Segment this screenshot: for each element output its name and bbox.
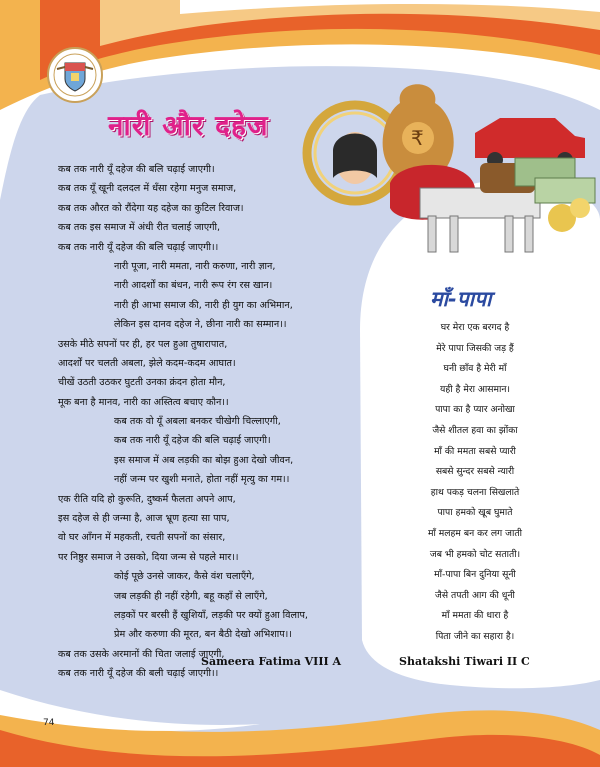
poem-line: जैसे तपती आग की धूनी — [435, 589, 515, 601]
poem-line: माँ-पापा बिन दुनिया सूनी — [434, 569, 516, 581]
poem-line: कब तक नारी यूँ दहेज की बलि चढ़ाई जाएगी। — [114, 435, 271, 447]
poem-line: जब लड़की ही नहीं रहेगी, बहू कहाँ से लाएँगे, — [114, 590, 268, 602]
poem-line: मेरे पापा जिसकी जड़ हैं — [436, 342, 514, 354]
poem-author: Shatakshi Tiwari II C — [399, 655, 530, 668]
poem-line: सबसे सुन्दर सबसे न्यारी — [435, 466, 515, 478]
poem-line: कब तक इस समाज में अंधी रीत चलाई जाएगी, — [58, 222, 221, 234]
poem-nari-aur-dahej — [58, 160, 308, 684]
poem-line: नारी पूजा, नारी ममता, नारी करुणा, नारी ज्ञान, — [114, 260, 276, 272]
poem-line: माँ मलहम बन कर लग जाती — [428, 527, 522, 539]
poem-line: आदर्शों पर चलती अबला, झेले कदम-कदम आघात। — [58, 357, 236, 369]
poem-title-maa-papa: माँ-पापा — [430, 287, 492, 311]
poem-author: Sameera Fatima VIII A — [201, 655, 341, 668]
poem-line: घर मेरा एक बरगद है — [440, 322, 510, 333]
poem-line: वो घर आँगन में महकती, रचती सपनों का संसार, — [58, 532, 226, 544]
poem-line: कब तक नारी यूँ दहेज की बली चढ़ाई जाएगी।। — [58, 668, 219, 680]
school-logo — [47, 47, 103, 103]
poem-line: कब तक नारी यूँ दहेज की बलि चढ़ाई जाएगी। — [58, 164, 215, 175]
poem-line: कब तक यूँ खूनी दलदल में धँसा रहेगा मनुज समाज, — [58, 183, 237, 195]
poem-line: एक रीति यदि हो कुरूति, दुष्कर्म फैलता अपने आप, — [58, 493, 236, 505]
poem-line: नहीं जन्म पर खुशी मनाते, होता नहीं मृत्यु का गम।। — [114, 474, 290, 486]
poem-line: माँ ममता की धारा है — [441, 610, 509, 622]
poem-line: प्रेम और करुणा की मूरत, बन बैठी देखो अभिशाप।। — [114, 629, 292, 641]
poem-line: नारी ही आभा समाज की, नारी ही युग का अभिमान, — [114, 299, 293, 311]
poem-line: नारी आदर्शों का बंधन, नारी रूप रंग रस खान। — [114, 280, 273, 292]
poem-line: घनी छाँव है मेरी माँ — [443, 363, 507, 375]
poem-line: कोई पूछे उनसे जाकर, कैसे वंश चलाएँगे, — [114, 571, 255, 583]
poem-line: पर निष्ठुर समाज ने उसको, दिया जन्म से पहले मार।। — [58, 551, 239, 563]
poem-line: जैसे शीतल हवा का झोंका — [432, 424, 518, 436]
poem-line: लड़कों पर बरसी हैं खुशियाँ, लड़की पर क्यों हुआ विलाप, — [114, 609, 308, 621]
poem-line: चीखें उठती उठकर घुटती उनका क्रंदन होता मौन, — [58, 377, 226, 389]
poem-maa-papa — [400, 318, 550, 648]
poem-line: कब तक औरत को रौंदेगा यह दहेज का कुटिल रिवाज। — [58, 202, 244, 214]
poem-line: इस समाज में अब लड़की का बोझ हुआ देखो जीवन, — [114, 454, 294, 466]
poem-line: पापा हमको खूब घुमाते — [437, 507, 513, 519]
poem-line: कब तक उसके अरमानों की चिता जलाई जाएगी, — [58, 648, 225, 660]
poem-line: माँ की ममता सबसे प्यारी — [434, 445, 516, 457]
poem-line: पिता जीने का सहारा है। — [435, 630, 515, 642]
poem-line: कब तक नारी यूँ दहेज की बलि चढ़ाई जाएगी।। — [58, 241, 219, 253]
poem-line: पापा का है प्यार अनोखा — [435, 404, 515, 416]
poem-line: कब तक वो यूँ अबला बनकर चीखेगी चिल्लाएगी, — [114, 416, 281, 428]
poem-line: जब भी हमको चोट सताती। — [429, 548, 521, 560]
poem-line: लेकिन इस दानव दहेज ने, छीना नारी का सम्मान।। — [114, 319, 287, 331]
poem-line: यही है मेरा आसमान। — [440, 383, 510, 395]
poem-line: इस दहेज से ही जन्मा है, आज भ्रूण हत्या सा पाप, — [58, 513, 230, 525]
svg-text:₹: ₹ — [411, 126, 424, 150]
dowry-illustration — [300, 58, 600, 258]
poem-line: मूक बना है मानव, नारी का अस्तित्व बचाए कौन।। — [58, 396, 229, 408]
poem-line: उसके मीठे सपनों पर ही, हर पल हुआ तुषारापात, — [58, 338, 228, 350]
poem-title-nari-aur-dahej: नारी और दहेज — [108, 109, 269, 142]
page-number: 74 — [43, 718, 55, 728]
poem-line: हाथ पकड़ चलना सिखलाते — [430, 486, 520, 498]
